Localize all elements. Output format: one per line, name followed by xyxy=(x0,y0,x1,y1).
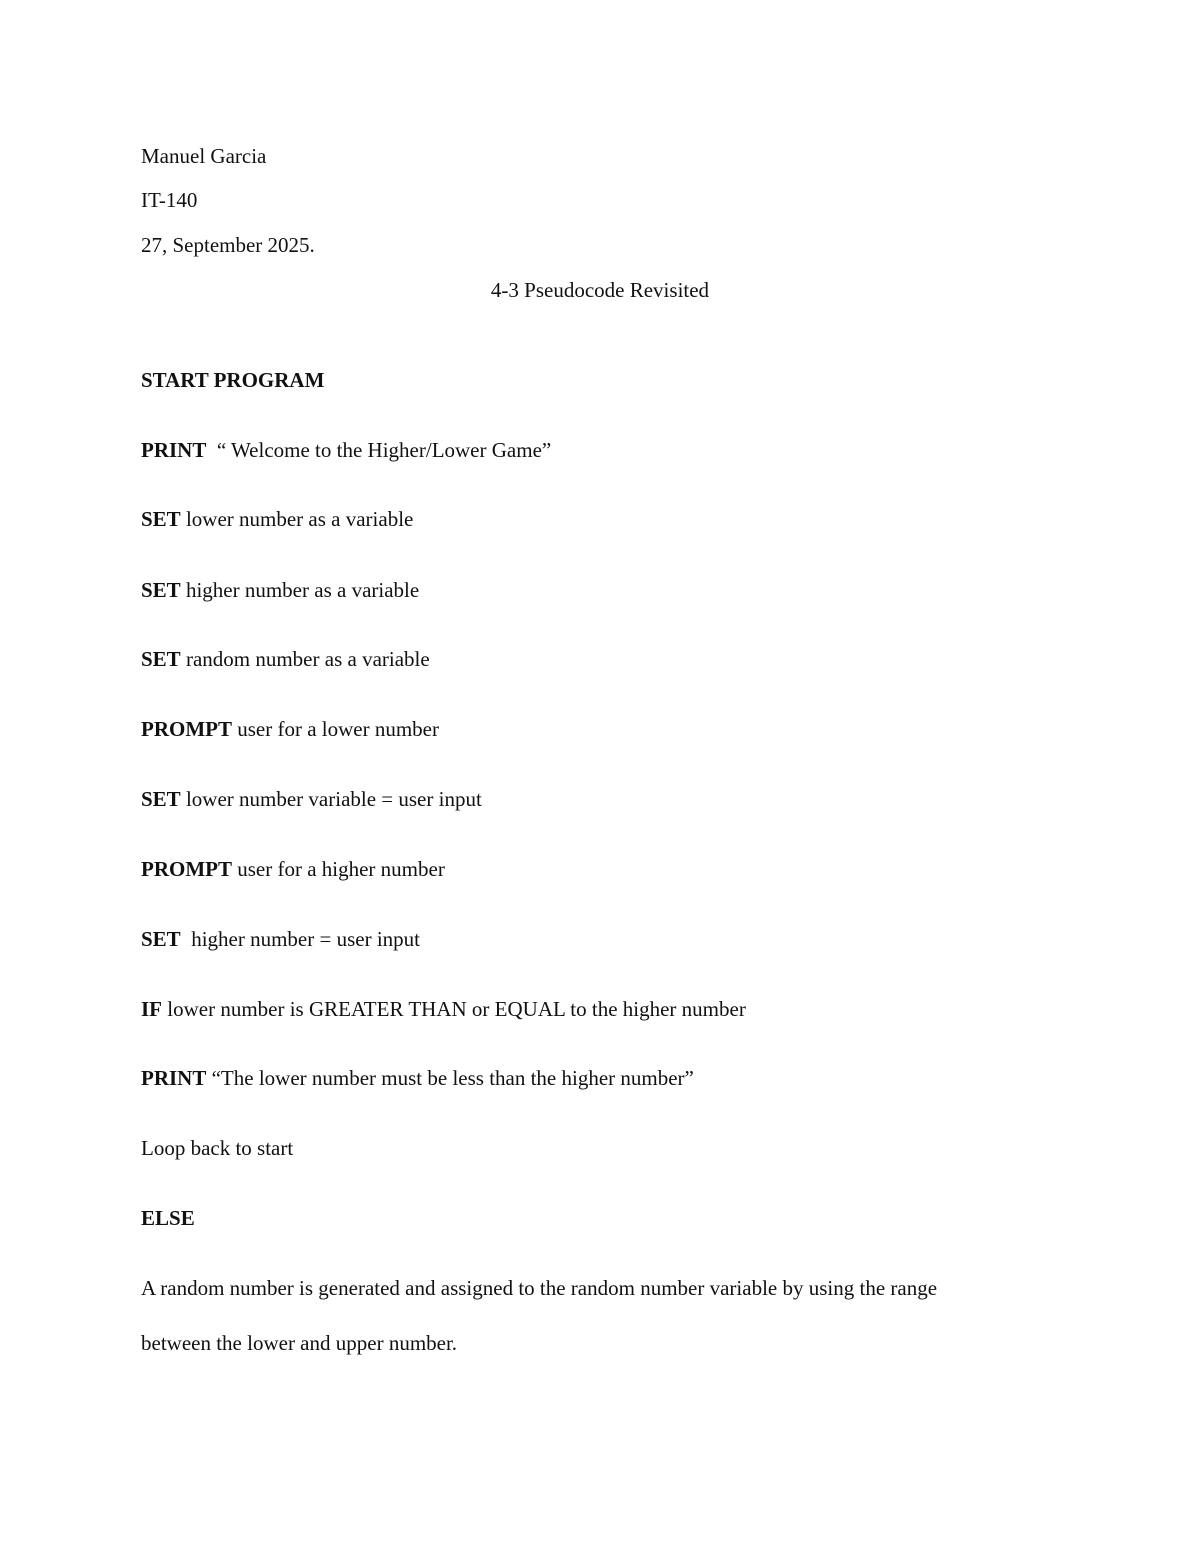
pseudocode-line xyxy=(141,440,551,461)
pseudocode-text: user for a higher number xyxy=(231,857,445,881)
pseudocode-line xyxy=(141,719,439,740)
pseudocode-text: random number as a variable xyxy=(180,647,430,671)
pseudocode-text: lower number as a variable xyxy=(180,507,414,531)
pseudocode-text: user for a lower number xyxy=(231,717,439,741)
pseudocode-keyword: PRINT xyxy=(141,1066,207,1090)
pseudocode-line xyxy=(141,1138,293,1159)
pseudocode-line xyxy=(141,929,420,950)
pseudocode-keyword: PROMPT xyxy=(141,857,232,881)
pseudocode-keyword: ELSE xyxy=(141,1206,195,1230)
document-title: 4-3 Pseudocode Revisited xyxy=(490,278,710,302)
course-code: IT-140 xyxy=(141,188,198,212)
pseudocode-text: “The lower number must be less than the higher number” xyxy=(206,1066,694,1090)
pseudocode-line xyxy=(141,370,324,391)
pseudocode-text: lower number variable = user input xyxy=(180,787,482,811)
pseudocode-line xyxy=(141,1068,694,1089)
pseudocode-line xyxy=(141,789,482,810)
pseudocode-line xyxy=(141,859,445,880)
document-date: 27, September 2025. xyxy=(141,233,315,257)
pseudocode-text: higher number as a variable xyxy=(180,578,420,602)
closing-paragraph-line-1: A random number is generated and assigned to the random number variable by using the range xyxy=(141,1276,938,1300)
pseudocode-line xyxy=(141,649,430,670)
pseudocode-keyword: SET xyxy=(141,927,181,951)
pseudocode-line xyxy=(141,509,413,530)
pseudocode-text: lower number is GREATER THAN or EQUAL to the higher number xyxy=(162,997,746,1021)
pseudocode-keyword: SET xyxy=(141,507,181,531)
pseudocode-keyword: START PROGRAM xyxy=(141,368,325,392)
pseudocode-keyword: PRINT xyxy=(141,438,207,462)
pseudocode-keyword: PROMPT xyxy=(141,717,232,741)
pseudocode-keyword: SET xyxy=(141,787,181,811)
pseudocode-line xyxy=(141,1208,195,1229)
pseudocode-text: Loop back to start xyxy=(141,1136,294,1160)
pseudocode-keyword: IF xyxy=(141,997,162,1021)
pseudocode-keyword: SET xyxy=(141,647,181,671)
pseudocode-text: higher number = user input xyxy=(180,927,420,951)
pseudocode-line xyxy=(141,999,746,1020)
closing-paragraph-line-2: between the lower and upper number. xyxy=(141,1331,458,1355)
pseudocode-keyword: SET xyxy=(141,578,181,602)
pseudocode-line xyxy=(141,580,419,601)
pseudocode-text: “ Welcome to the Higher/Lower Game” xyxy=(206,438,552,462)
author-name: Manuel Garcia xyxy=(141,144,267,168)
